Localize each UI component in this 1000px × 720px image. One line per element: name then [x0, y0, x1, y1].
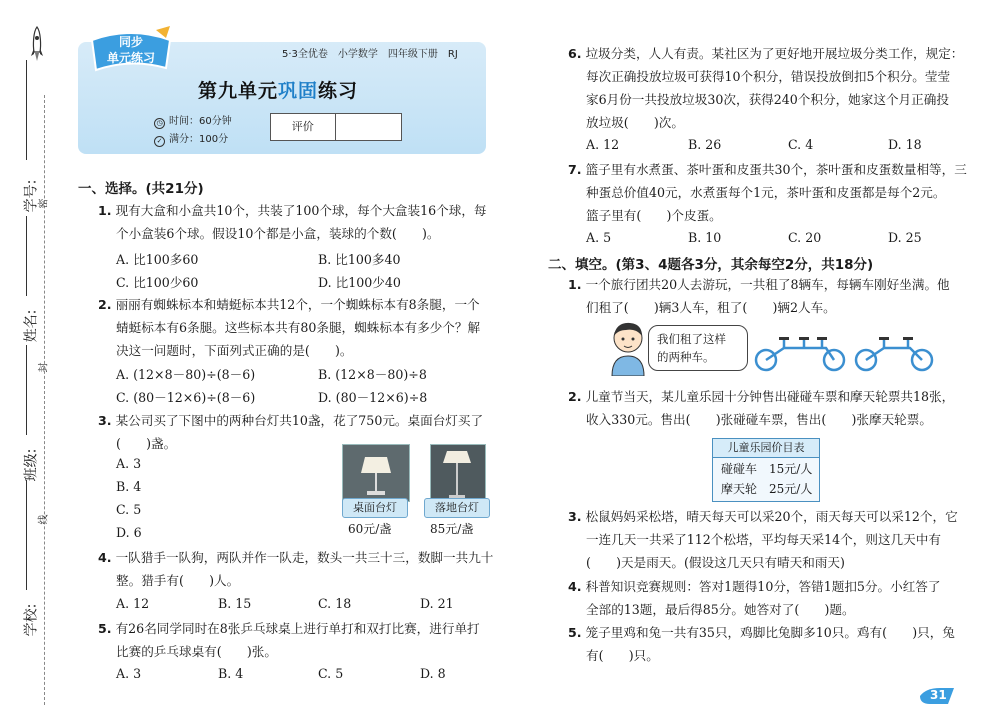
option[interactable]: B. 4 [116, 479, 142, 494]
name-field[interactable] [26, 216, 27, 296]
school-field[interactable] [26, 480, 27, 590]
clock-icon: ◷ [154, 118, 165, 129]
option[interactable]: B. 15 [218, 596, 252, 611]
floor-lamp-label: 落地台灯 [424, 498, 490, 518]
fill-question-3: 3. 松鼠妈妈采松塔，晴天每天可以采20个，雨天每天可以采12个，它 一连几天一共采了112个松塔，平均每天采14个，则这几天中有 ( )天是雨天。(假设这几天只有晴天和雨天) [568, 509, 958, 570]
option[interactable]: C. 4 [788, 137, 814, 152]
question-2: 2. 丽丽有蜘蛛标本和蜻蜓标本共12个，一个蜘蛛标本有8条腿，一个 蜻蜓标本有6条腿。这些标本共有80条腿，蜘蛛标本有多少个？解 决这一问题时，下面列式正确的是( )。 [98, 297, 481, 358]
class-label: 班级: [23, 448, 40, 482]
speech-bubble: 我们租了这样 的两种车。 [648, 325, 748, 371]
check-icon: ✓ [154, 136, 165, 147]
option[interactable]: D. 6 [116, 525, 142, 540]
question-3: 3. 某公司买了下图中的两种台灯共10盏，花了750元。桌面台灯买了 ( )盏。 [98, 413, 484, 451]
student-no-field[interactable] [26, 60, 27, 160]
student-no-label: 学号: [23, 179, 40, 213]
evaluation-box [270, 113, 402, 141]
seal-line [44, 95, 45, 705]
seal-char: 线 [38, 514, 50, 525]
option[interactable]: D. 8 [420, 666, 446, 681]
evaluation-label: 评价 [271, 114, 336, 140]
price-table-title: 儿童乐园价目表 [713, 439, 819, 458]
option[interactable]: B. 10 [688, 230, 722, 245]
option[interactable]: D. 25 [888, 230, 922, 245]
option[interactable]: D. 比100少40 [318, 275, 401, 290]
option[interactable]: A. 3 [116, 666, 142, 681]
floor-lamp-icon [431, 445, 485, 501]
option[interactable]: D. 18 [888, 137, 922, 152]
seal-char: 封 [38, 362, 50, 373]
desk-lamp-label: 桌面台灯 [342, 498, 408, 518]
option[interactable]: B. 4 [218, 666, 244, 681]
price-row: 碰碰车 15元/人 [721, 462, 813, 476]
price-row: 摩天轮 25元/人 [721, 482, 813, 496]
desk-lamp-image [342, 444, 410, 502]
option[interactable]: A. 12 [116, 596, 150, 611]
badge-label: 同步 单元练习 [106, 35, 155, 65]
floor-lamp-image [430, 444, 486, 502]
floor-lamp-price: 85元/盏 [430, 522, 474, 536]
three-seat-bike-icon [754, 332, 846, 372]
question-5: 5. 有26名同学同时在8张乒乓球桌上进行单打和双打比赛，进行单打 比赛的乒乓球桌有( )张。 [98, 621, 480, 659]
option[interactable]: A. (12×8－80)÷(8－6) [116, 367, 256, 382]
option[interactable]: D. 21 [420, 596, 454, 611]
section-fill-title: 二、填空。(第3、4题各3分，其余每空2分，共18分) [548, 257, 874, 273]
page-number: 31 [930, 688, 947, 702]
two-seat-bike-icon [854, 332, 934, 372]
option[interactable]: C. 20 [788, 230, 822, 245]
option[interactable]: B. 26 [688, 137, 722, 152]
price-table [712, 438, 820, 502]
option[interactable]: A. 3 [116, 456, 142, 471]
rocket-icon [30, 26, 44, 62]
class-field[interactable] [26, 345, 27, 435]
page-title: 第九单元巩固练习 [198, 80, 359, 102]
question-7: 7. 篮子里有水煮蛋、茶叶蛋和皮蛋共30个，茶叶蛋和皮蛋数量相等，三 种蛋总价值40元，水煮蛋每个1元，茶叶蛋和皮蛋都是每个2元。 篮子里有( )个皮蛋。 [568, 162, 967, 223]
option[interactable]: D. (80－12×6)÷8 [318, 390, 428, 405]
desk-lamp-price: 60元/盏 [348, 522, 392, 536]
boy-icon [604, 318, 652, 376]
fill-question-1: 1. 一个旅行团共20人去游玩，一共租了8辆车，每辆车刚好坐满。他 们租了( )辆3人车，租了( )辆2人车。 [568, 277, 950, 315]
option[interactable]: C. 18 [318, 596, 352, 611]
section-choice-title: 一、选择。(共21分) [78, 181, 204, 197]
option[interactable]: C. (80－12×6)÷(8－6) [116, 390, 256, 405]
option[interactable]: C. 5 [116, 502, 142, 517]
question-4: 4. 一队猎手一队狗，两队并作一队走，数头一共三十三，数脚一共九十 整。猎手有( )人。 [98, 550, 494, 588]
seal-char: 密 [38, 198, 50, 209]
option[interactable]: B. (12×8－80)÷8 [318, 367, 427, 382]
option[interactable]: C. 5 [318, 666, 344, 681]
fill-question-5: 5. 笼子里鸡和兔一共有35只，鸡脚比兔脚多10只。鸡有( )只，兔 有( )只。 [568, 625, 955, 663]
option[interactable]: C. 比100少60 [116, 275, 199, 290]
binding-strip [0, 0, 62, 720]
fill-question-4: 4. 科普知识竞赛规则：答对1题得10分，答错1题扣5分。小红答了 全部的13题，最后得85分。她答对了( )题。 [568, 579, 941, 617]
evaluation-field[interactable] [336, 114, 402, 140]
question-6: 6. 垃圾分类，人人有责。某社区为了更好地开展垃圾分类工作，规定： 每次正确投放垃圾可获得10个积分，错误投放倒扣5个积分。莹莹 家6月份一共投放垃圾30次，获得240个积分，她家这个月正确投 放垃圾( )次。 [568, 46, 964, 130]
name-label: 姓名: [23, 309, 40, 343]
series-info: 5·3全优卷 小学数学 四年级下册 RJ [282, 49, 458, 60]
option[interactable]: A. 12 [586, 137, 620, 152]
option[interactable]: A. 比100多60 [116, 252, 199, 267]
question-1: 1. 现有大盒和小盒共10个，共装了100个球，每个大盒装16个球，每 个小盒装6个球。假设10个都是小盒，装球的个数( )。 [98, 203, 487, 241]
fill-question-2: 2. 儿童节当天，某儿童乐园十分钟售出碰碰车票和摩天轮票共18张， 收入330元。售出( )张碰碰车票，售出( )张摩天轮票。 [568, 389, 955, 427]
option[interactable]: B. 比100多40 [318, 252, 401, 267]
time-limit: ◷ 时间：60分钟 [154, 112, 232, 129]
full-score: ✓ 满分：100分 [154, 130, 228, 147]
desk-lamp-icon [343, 445, 409, 501]
option[interactable]: A. 5 [586, 230, 612, 245]
school-label: 学校: [23, 603, 40, 637]
